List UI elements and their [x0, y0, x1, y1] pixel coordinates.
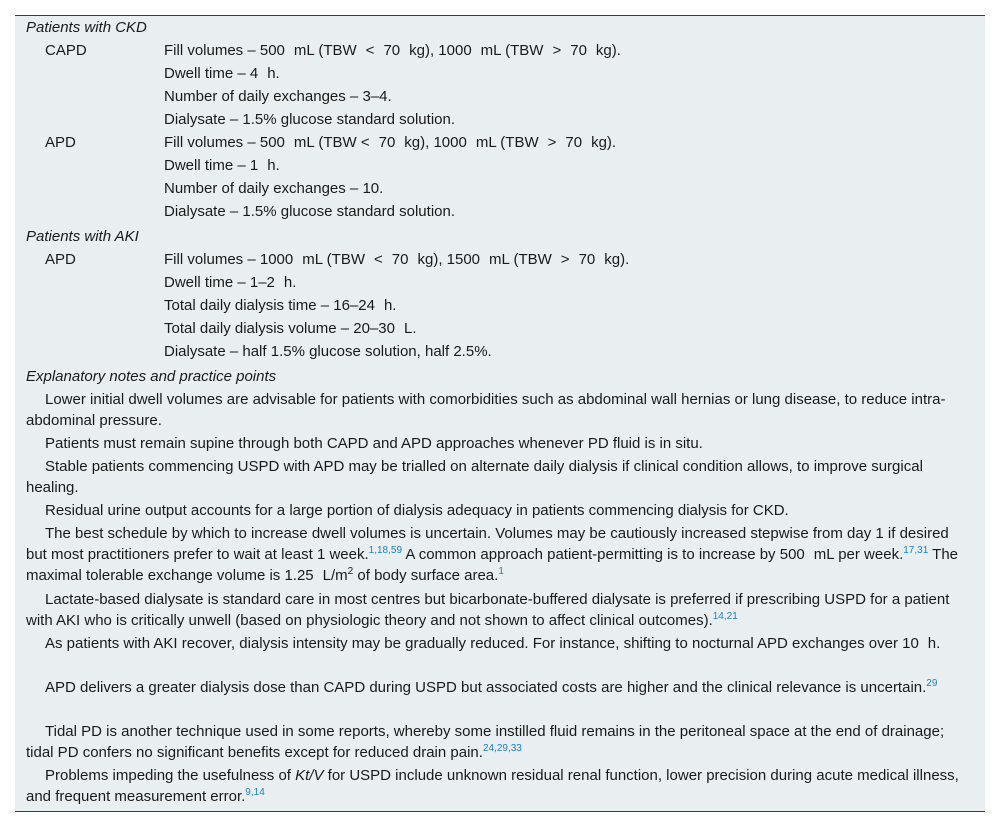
note-tidal-pd — [26, 721, 968, 763]
aki-section-title: Patients with AKI — [26, 228, 139, 245]
ckd-capd-dialysate: Dialysate – 1.5% glucose standard solution. — [164, 111, 456, 128]
note-text: of body surface area. — [353, 567, 499, 584]
note-text: The maximal tolerable exchange volume is 1.25 L/m — [26, 546, 959, 584]
ckd-apd-fill-volumes: Fill volumes – 500 mL (TBW < 70 kg), 1000 mL (TBW > 70 kg). — [164, 134, 617, 151]
note-text: Lower initial dwell volumes are advisable for patients with comorbidities such as abdominal wall hernias or lung disease, to reduce intra-abdominal pressure. — [26, 391, 946, 429]
notes-section-title: Explanatory notes and practice points — [26, 368, 277, 385]
note-dwell-schedule — [26, 523, 968, 586]
ckd-capd-fill-volumes: Fill volumes – 500 mL (TBW < 70 kg), 1000 mL (TBW > 70 kg). — [164, 42, 621, 59]
citation-link[interactable]: 14,21 — [712, 611, 738, 622]
ckd-apd-exchanges: Number of daily exchanges – 10. — [164, 180, 384, 197]
note-supine — [26, 433, 968, 454]
note-text: APD delivers a greater dialysis dose than CAPD during USPD but associated costs are higher and the clinical relevance is uncertain. — [45, 679, 927, 696]
note-text: Problems impeding the usefulness of — [45, 767, 296, 784]
note-apd-vs-capd — [26, 677, 968, 698]
note-dwell-volumes — [26, 389, 968, 431]
citation-link[interactable]: 24,29,33 — [482, 743, 522, 754]
citation-link[interactable]: 1,18,59 — [368, 545, 403, 556]
note-alternate-daily — [26, 456, 968, 498]
ckd-capd-exchanges: Number of daily exchanges – 3–4. — [164, 88, 392, 105]
prescription-table — [15, 15, 985, 812]
note-ktv-problems — [26, 765, 968, 807]
note-aki-recovery — [26, 633, 968, 654]
unit-exponent: 2 — [347, 566, 354, 577]
ktv-term: Kt/V — [295, 767, 324, 784]
note-text: Tidal PD is another technique used in some reports, whereby some instilled fluid remains in the peritoneal space at the end of drainage; tidal PD confers no significant benefits except for reduced drain pain. — [26, 723, 945, 761]
citation-link[interactable]: 29 — [926, 678, 938, 689]
ckd-apd-dwell-time: Dwell time – 1 h. — [164, 157, 280, 174]
note-text: Residual urine output accounts for a large portion of dialysis adequacy in patients commencing dialysis for CKD. — [45, 502, 789, 519]
aki-apd-label: APD — [45, 251, 76, 268]
aki-apd-dwell-time: Dwell time – 1–2 h. — [164, 274, 297, 291]
ckd-section-title: Patients with CKD — [26, 19, 147, 36]
citation-link[interactable]: 1 — [498, 566, 504, 577]
ckd-apd-label: APD — [45, 134, 76, 151]
ckd-capd-label: CAPD — [45, 42, 87, 59]
note-text: As patients with AKI recover, dialysis intensity may be gradually reduced. For instance, shifting to nocturnal APD exchanges over 10 h. — [45, 635, 941, 652]
note-residual-urine — [26, 500, 968, 521]
aki-apd-dialysis-time: Total daily dialysis time – 16–24 h. — [164, 297, 397, 314]
aki-apd-fill-volumes: Fill volumes – 1000 mL (TBW < 70 kg), 1500 mL (TBW > 70 kg). — [164, 251, 630, 268]
citation-link[interactable]: 17,31 — [903, 545, 929, 556]
aki-apd-dialysate: Dialysate – half 1.5% glucose solution, half 2.5%. — [164, 343, 492, 360]
note-text: Lactate-based dialysate is standard care in most centres but bicarbonate-buffered dialysate is preferred if prescribing USPD for a patient with AKI who is critically unwell (based on physiologic theory and not shown to affect clinical outcomes). — [26, 591, 950, 629]
note-text: Stable patients commencing USPD with APD may be trialled on alternate daily dialysis if clinical condition allows, to improve surgical healing. — [26, 458, 923, 496]
note-text: A common approach patient-permitting is to increase by 500 mL per week. — [402, 546, 904, 563]
note-text: Patients must remain supine through both CAPD and APD approaches whenever PD fluid is in situ. — [45, 435, 703, 452]
ckd-capd-dwell-time: Dwell time – 4 h. — [164, 65, 280, 82]
ckd-apd-dialysate: Dialysate – 1.5% glucose standard solution. — [164, 203, 456, 220]
note-text: The best schedule by which to increase dwell volumes is uncertain. Volumes may be cautiously increased stepwise from day 1 if desired but most practitioners prefer to wait at least 1 week. — [26, 525, 949, 563]
note-dialysate-type — [26, 589, 968, 631]
citation-link[interactable]: 9,14 — [245, 787, 265, 798]
aki-apd-dialysis-volume: Total daily dialysis volume – 20–30 L. — [164, 320, 417, 337]
note-text: for USPD include unknown residual renal function, lower precision during acute medical illness, and frequent measurement error. — [26, 767, 959, 805]
